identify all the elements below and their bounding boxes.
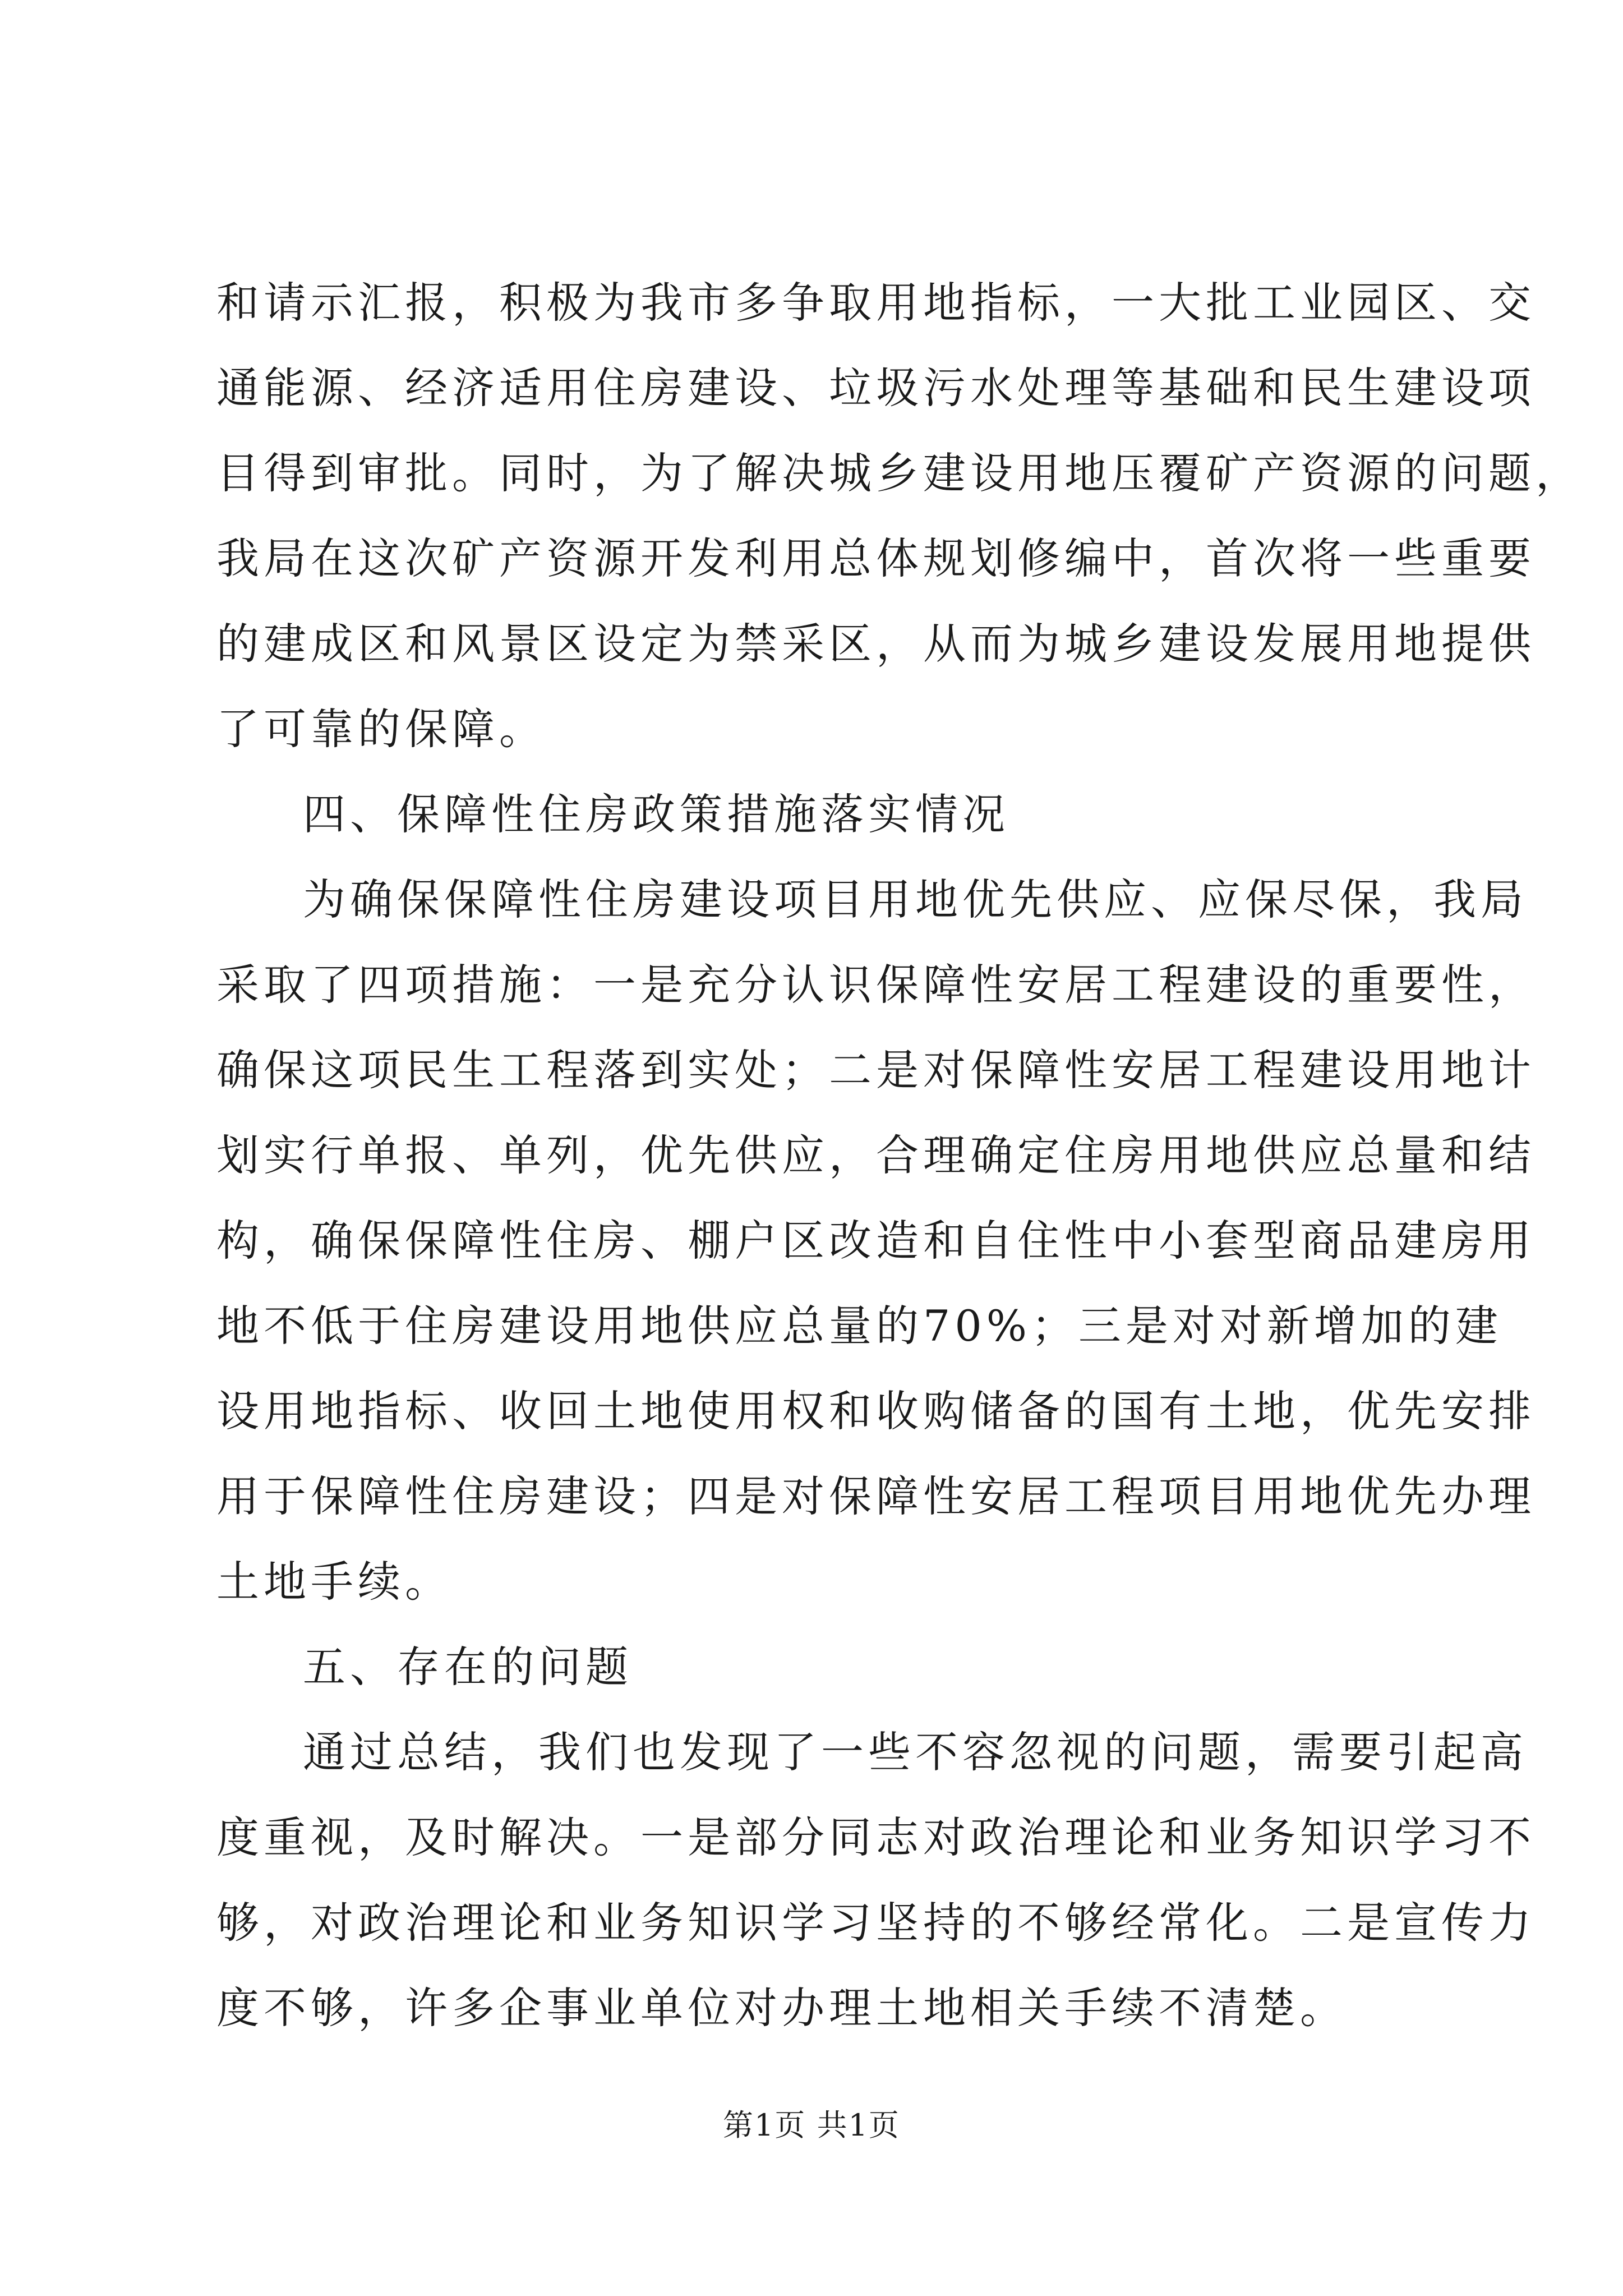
body-text-line: 划实行单报、单列，优先供应，合理确定住房用地供应总量和结 (216, 1130, 1536, 1180)
body-text-line: 度重视，及时解决。一是部分同志对政治理论和业务知识学习不 (216, 1812, 1536, 1862)
body-text-line: 地不低于住房建设用地供应总量的70%；三是对对新增加的建 (216, 1301, 1502, 1351)
section-heading: 五、存在的问题 (303, 1642, 633, 1692)
body-text-line: 设用地指标、收回土地使用权和收购储备的国有土地，优先安排 (216, 1386, 1536, 1436)
body-text-line: 采取了四项措施：一是充分认识保障性安居工程建设的重要性， (216, 960, 1536, 1010)
body-text-line: 确保这项民生工程落到实处；二是对保障性安居工程建设用地计 (216, 1045, 1536, 1095)
body-text-line: 够，对政治理论和业务知识学习坚持的不够经常化。二是宣传力 (216, 1898, 1536, 1948)
body-text-line: 的建成区和风景区设定为禁采区，从而为城乡建设发展用地提供 (216, 619, 1536, 669)
body-text-line: 我局在这次矿产资源开发利用总体规划修编中，首次将一些重要 (216, 533, 1536, 583)
body-text-line: 和请示汇报，积极为我市多争取用地指标，一大批工业园区、交 (216, 278, 1536, 328)
section-heading: 四、保障性住房政策措施落实情况 (303, 789, 1009, 839)
body-text-line: 土地手续。 (216, 1557, 452, 1607)
body-text-line: 度不够，许多企事业单位对办理土地相关手续不清楚。 (216, 1983, 1347, 2033)
body-text-line: 构，确保保障性住房、棚户区改造和自住性中小套型商品建房用 (216, 1216, 1536, 1266)
footer-page-number: 第1页 共1页 (723, 2108, 900, 2143)
body-text-line: 目得到审批。同时，为了解决城乡建设用地压覆矿产资源的问题， (216, 448, 1583, 498)
body-text-line: 了可靠的保障。 (216, 704, 546, 754)
body-text-line: 为确保保障性住房建设项目用地优先供应、应保尽保，我局 (303, 875, 1528, 924)
body-text-line: 用于保障性住房建设；四是对保障性安居工程项目用地优先办理 (216, 1471, 1536, 1521)
body-text-line: 通过总结，我们也发现了一些不容忽视的问题，需要引起高 (303, 1727, 1528, 1777)
body-text-line: 通能源、经济适用住房建设、垃圾污水处理等基础和民生建设项 (216, 363, 1536, 413)
